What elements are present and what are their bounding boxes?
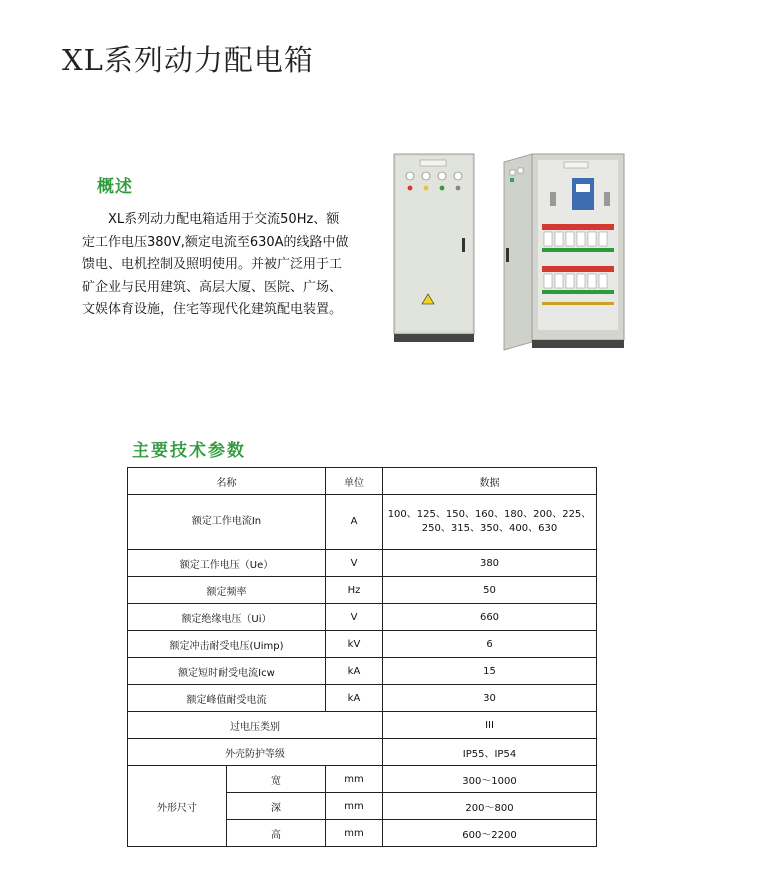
table-row — [128, 604, 597, 631]
header-unit: 单位 — [326, 468, 383, 495]
table-header-row — [128, 468, 597, 495]
table-row — [128, 766, 597, 793]
row-value: IP55、IP54 — [383, 739, 597, 766]
header-value: 数据 — [383, 468, 597, 495]
table-row — [128, 712, 597, 739]
dim-label: 深 — [227, 793, 326, 820]
dim-value: 600～2200 — [383, 820, 597, 847]
page-title: XL系列动力配电箱 — [62, 43, 314, 77]
row-name: 额定峰值耐受电流 — [128, 685, 326, 712]
row-value: 660 — [383, 604, 597, 631]
cabinet-photo — [392, 152, 632, 352]
table-row — [128, 550, 597, 577]
spec-table — [127, 467, 597, 847]
table-row — [128, 739, 597, 766]
dim-value: 200～800 — [383, 793, 597, 820]
table-row — [128, 577, 597, 604]
row-value: 380 — [383, 550, 597, 577]
row-value: 100、125、150、160、180、200、225、250、315、350、400、630 — [383, 495, 597, 550]
row-name: 额定绝缘电压（Ui） — [128, 604, 326, 631]
row-unit: V — [326, 604, 383, 631]
row-unit: kV — [326, 631, 383, 658]
dim-unit: mm — [326, 793, 383, 820]
row-value: 15 — [383, 658, 597, 685]
dim-unit: mm — [326, 766, 383, 793]
row-name: 额定短时耐受电流Icw — [128, 658, 326, 685]
header-name: 名称 — [128, 468, 326, 495]
table-row — [128, 631, 597, 658]
dim-label: 宽 — [227, 766, 326, 793]
row-unit: V — [326, 550, 383, 577]
row-value: 30 — [383, 685, 597, 712]
overview-heading: 概述 — [97, 177, 133, 197]
overview-text — [82, 209, 350, 322]
row-unit: kA — [326, 685, 383, 712]
table-row — [128, 685, 597, 712]
closed-cabinet — [394, 154, 474, 342]
dim-unit: mm — [326, 820, 383, 847]
dim-label: 高 — [227, 820, 326, 847]
dim-value: 300～1000 — [383, 766, 597, 793]
row-value: III — [383, 712, 597, 739]
row-name: 过电压类别 — [128, 712, 383, 739]
overview-paragraph: XL系列动力配电箱适用于交流50Hz、额定工作电压380V,额定电流至630A的线路中做馈电、电机控制及照明使用。并被广泛用于工矿企业与民用建筑、高层大厦、医院、广场、文娱体育设施，住宅等现代化建筑配电装置。 — [82, 212, 349, 317]
row-value: 50 — [383, 577, 597, 604]
row-unit: A — [326, 495, 383, 550]
row-name: 外壳防护等级 — [128, 739, 383, 766]
table-row — [128, 658, 597, 685]
row-name: 额定工作电压（Ue） — [128, 550, 326, 577]
row-name: 额定冲击耐受电压(Uimp) — [128, 631, 326, 658]
row-unit: kA — [326, 658, 383, 685]
table-row — [128, 495, 597, 550]
row-name: 额定频率 — [128, 577, 326, 604]
open-cabinet — [504, 154, 624, 350]
row-value: 6 — [383, 631, 597, 658]
row-name: 额定工作电流In — [128, 495, 326, 550]
dimensions-label: 外形尺寸 — [128, 766, 227, 847]
row-unit: Hz — [326, 577, 383, 604]
params-heading: 主要技术参数 — [132, 441, 246, 461]
